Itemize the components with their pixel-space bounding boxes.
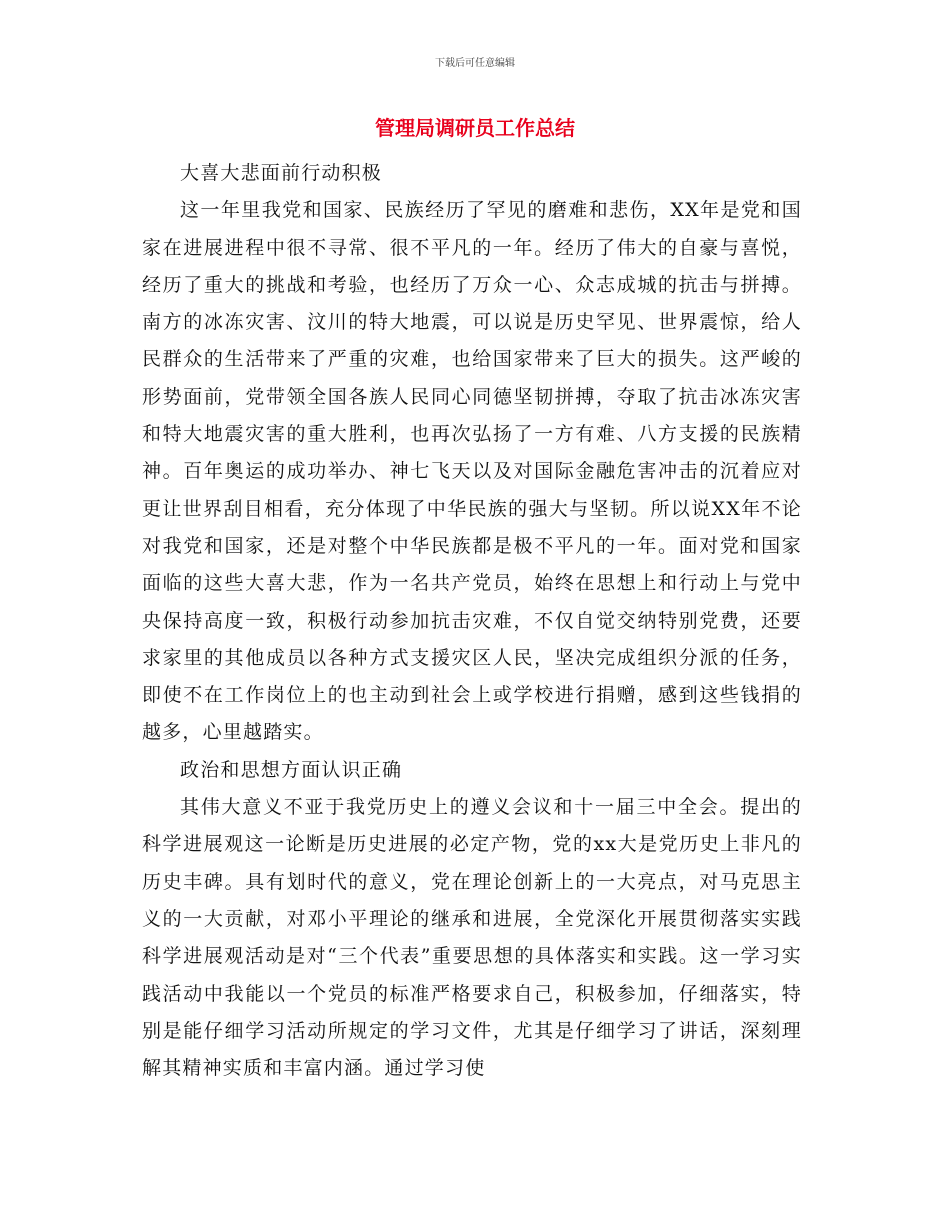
document-body [142, 155, 802, 1087]
section-heading: 政治和思想方面认识正确 [180, 758, 403, 781]
section-heading: 大喜大悲面前行动积极 [180, 162, 383, 184]
document-title: 管理局调研员工作总结 [375, 116, 575, 140]
body-paragraph: 这一年里我党和国家、民族经历了罕见的磨难和悲伤，XX年是党和国家在进展进程中很不寻常、很不平凡的一年。经历了伟大的自豪与喜悦，经历了重大的挑战和考验，也经历了万众一心、众志成城的抗击与拼搏。南方的冰冻灾害、汶川的特大地震，可以说是历史罕见、世界震惊，给人民群众的生活带来了严重的灾难，也给国家带来了巨大的损失。这严峻的形势面前，党带领全国各族人民同心同德坚韧拼搏，夺取了抗击冰冻灾害和特大地震灾害的重大胜利，也再次弘扬了一方有难、八方支援的民族精神。百年奥运的成功举办、神七飞天以及对国际金融危害冲击的沉着应对更让世界刮目相看，充分体现了中华民族的强大与坚韧。所以说XX年不论对我党和国家，还是对整个中华民族都是极不平凡的一年。面对党和国家面临的这些大喜大悲，作为一名共产党员，始终在思想上和行动上与党中央保持高度一致，积极行动参加抗击灾难，不仅自觉交纳特别党费，还要求家里的其他成员以各种方式支援灾区人民，坚决完成组织分派的任务，即使不在工作岗位上的也主动到社会上或学校进行捐赠，感到这些钱捐的越多，心里越踏实。 [142, 199, 802, 744]
page-header: 下载后可任意编辑 [435, 58, 515, 69]
body-paragraph: 其伟大意义不亚于我党历史上的遵义会议和十一届三中全会。提出的科学进展观这一论断是历史进展的必定产物，党的xx大是党历史上非凡的历史丰碑。具有划时代的意义，党在理论创新上的一大亮点，对马克思主义的一大贡献，对邓小平理论的继承和进展，全党深化开展贯彻落实实践科学进展观活动是对“三个代表”重要思想的具体落实和实践。这一学习实践活动中我能以一个党员的标准严格要求自己，积极参加，仔细落实，特别是能仔细学习活动所规定的学习文件，尤其是仔细学习了讲话，深刻理解其精神实质和丰富内涵。通过学习使 [142, 796, 802, 1080]
